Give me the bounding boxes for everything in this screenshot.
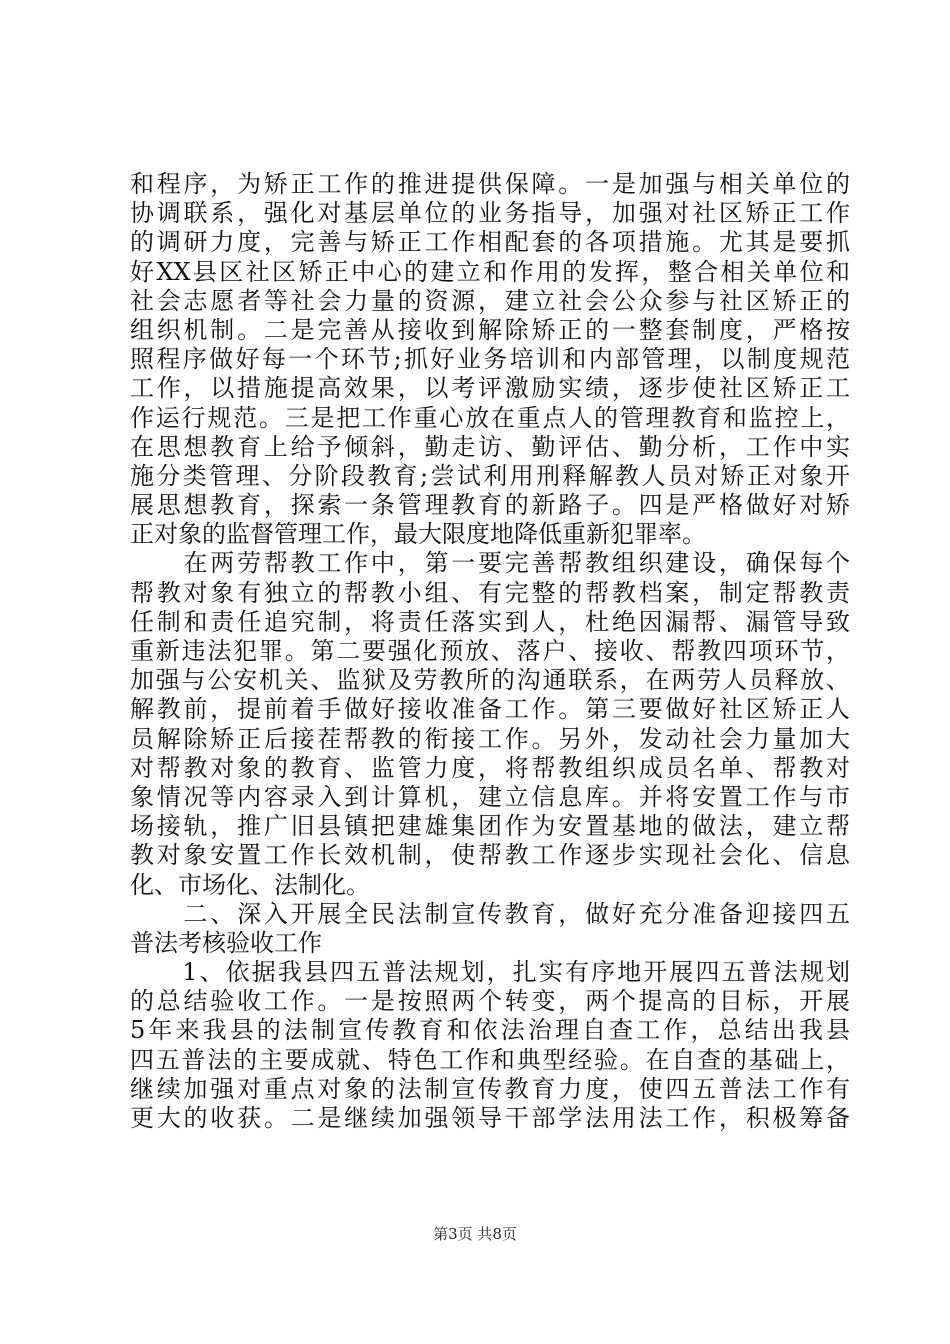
text-line: 任制和责任追究制，将责任落实到人，杜绝因漏帮、漏管导致 (130, 607, 850, 636)
text-line: 普法考核验收工作 (130, 928, 322, 957)
text-line: 的总结验收工作。一是按照两个转变，两个提高的目标，开展 (130, 987, 850, 1016)
text-line: 5年来我县的法制宣传教育和依法治理自查工作，总结出我县 (130, 1016, 850, 1045)
text-line: 化、市场化、法制化。 (130, 870, 370, 899)
text-line: 在思想教育上给予倾斜，勤走访、勤评估、勤分析，工作中实 (130, 432, 850, 461)
text-line: 作运行规范。三是把工作重心放在重点人的管理教育和监控上， (130, 403, 850, 432)
text-line: 协调联系，强化对基层单位的业务指导，加强对社区矫正工作 (130, 199, 850, 228)
text-line: 工作，以措施提高效果，以考评激励实绩，逐步使社区矫正工 (130, 374, 850, 403)
text-line: 加强与公安机关、监狱及劳教所的沟通联系，在两劳人员释放、 (130, 666, 850, 695)
text-line: 二、深入开展全民法制宣传教育，做好充分准备迎接四五 (130, 899, 850, 928)
text-line: 1、依据我县四五普法规划，扎实有序地开展四五普法规划 (130, 958, 850, 987)
page-footer: 第3页 共8页 (433, 1225, 517, 1243)
text-line: 继续加强对重点对象的法制宣传教育力度，使四五普法工作有 (130, 1074, 850, 1103)
text-line: 正对象的监督管理工作，最大限度地降低重新犯罪率。 (130, 520, 706, 549)
text-line: 在两劳帮教工作中，第一要完善帮教组织建设，确保每个 (130, 549, 850, 578)
text-line: 组织机制。二是完善从接收到解除矫正的一整套制度，严格按 (130, 315, 850, 344)
text-line: 展思想教育，探索一条管理教育的新路子。四是严格做好对矫 (130, 491, 850, 520)
text-line: 对帮教对象的教育、监管力度，将帮教组织成员名单、帮教对 (130, 753, 850, 782)
text-line: 和程序，为矫正工作的推进提供保障。一是加强与相关单位的 (130, 170, 850, 198)
text-line: 好XX县区社区矫正中心的建立和作用的发挥，整合相关单位和 (130, 257, 850, 286)
text-line: 解教前，提前着手做好接收准备工作。第三要做好社区矫正人 (130, 695, 850, 724)
text-line: 重新违法犯罪。第二要强化预放、落户、接收、帮教四项环节， (130, 637, 850, 665)
text-line: 教对象安置工作长效机制，使帮教工作逐步实现社会化、信息 (130, 841, 850, 870)
text-line: 更大的收获。二是继续加强领导干部学法用法工作，积极筹备 (130, 1104, 850, 1132)
text-line: 的调研力度，完善与矫正工作相配套的各项措施。尤其是要抓 (130, 228, 850, 257)
text-line: 照程序做好每一个环节;抓好业务培训和内部管理，以制度规范 (130, 345, 850, 374)
body-text (130, 170, 850, 1133)
text-line: 场接轨，推广旧县镇把建雄集团作为安置基地的做法，建立帮 (130, 812, 850, 841)
text-line: 象情况等内容录入到计算机，建立信息库。并将安置工作与市 (130, 782, 850, 811)
text-line: 四五普法的主要成就、特色工作和典型经验。在自查的基础上， (130, 1045, 850, 1074)
text-line: 社会志愿者等社会力量的资源，建立社会公众参与社区矫正的 (130, 286, 850, 315)
text-line: 帮教对象有独立的帮教小组、有完整的帮教档案，制定帮教责 (130, 578, 850, 607)
text-line: 施分类管理、分阶段教育;尝试利用刑释解教人员对矫正对象开 (130, 461, 850, 490)
text-line: 员解除矫正后接茬帮教的衔接工作。另外，发动社会力量加大 (130, 724, 850, 753)
